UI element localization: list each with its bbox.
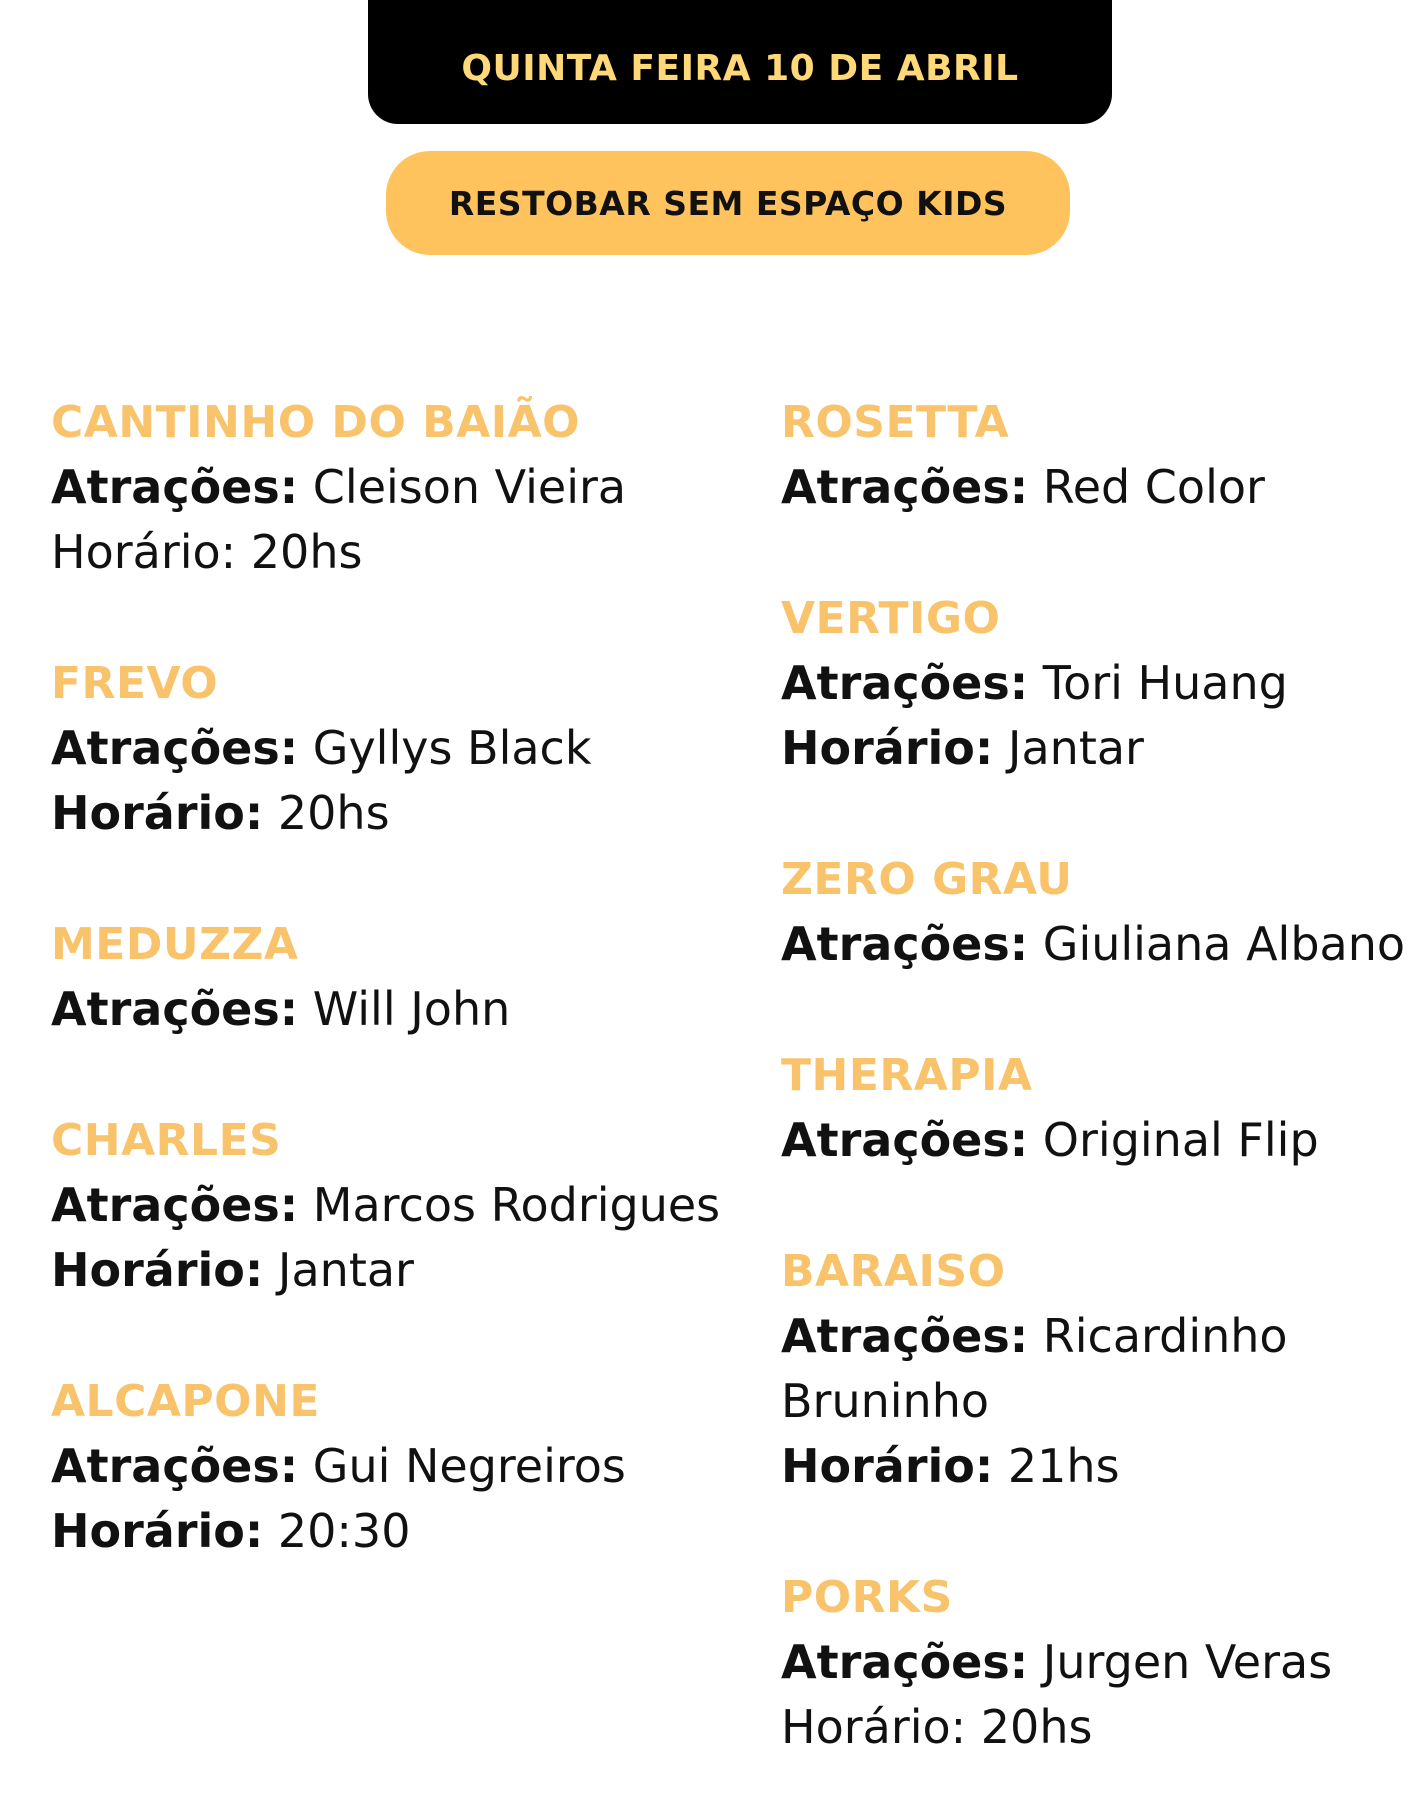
detail-label: Atrações:: [781, 656, 1029, 710]
detail-value: Gyllys Black: [298, 721, 592, 775]
detail-value: Red Color: [1028, 460, 1265, 514]
detail-label: Atrações:: [781, 1113, 1029, 1167]
venue-block: [781, 1043, 1401, 1173]
venue-block: [51, 912, 691, 1042]
detail-label: Atrações:: [781, 1635, 1029, 1689]
venue-detail-line: [51, 716, 691, 781]
detail-value: Ricardinho: [1028, 1309, 1288, 1363]
venue-block: [781, 1565, 1401, 1760]
venue-detail-line: [781, 1434, 1401, 1499]
detail-value: Tori Huang: [1028, 656, 1288, 710]
venue-name: THERAPIA: [781, 1050, 1033, 1101]
detail-value: Horário: 20hs: [781, 1700, 1093, 1754]
detail-value: Bruninho: [781, 1374, 990, 1428]
venue-block: [781, 586, 1401, 781]
detail-value: Horário: 20hs: [51, 525, 363, 579]
venue-block: [51, 1369, 691, 1564]
venue-detail-line: [51, 520, 691, 585]
venue-name: VERTIGO: [781, 593, 1001, 644]
detail-value: Gui Negreiros: [298, 1439, 626, 1493]
venue-name: ROSETTA: [781, 397, 1010, 448]
detail-value: Will John: [298, 982, 511, 1036]
venue-name: CANTINHO DO BAIÃO: [51, 397, 581, 448]
venue-block: [781, 1239, 1401, 1499]
left-venue-column: [51, 390, 721, 1564]
venue-block: [781, 847, 1406, 977]
venue-detail-line: [51, 977, 691, 1042]
detail-value: Cleison Vieira: [298, 460, 627, 514]
detail-label: Horário:: [781, 1439, 994, 1493]
detail-label: Atrações:: [51, 1439, 299, 1493]
venue-name: FREVO: [51, 658, 219, 709]
venue-detail-line: [781, 1369, 1401, 1434]
venue-name: ZERO GRAU: [781, 854, 1073, 905]
detail-value: 20hs: [263, 786, 390, 840]
venue-detail-line: [781, 455, 1401, 520]
detail-label: Atrações:: [781, 460, 1029, 514]
venue-detail-line: [781, 1304, 1401, 1369]
category-pill: [386, 151, 1070, 255]
detail-value: Jantar: [263, 1243, 414, 1297]
detail-value: Jurgen Veras: [1028, 1635, 1333, 1689]
venue-name: ALCAPONE: [51, 1376, 320, 1427]
venue-name: CHARLES: [51, 1115, 282, 1166]
venue-block: [781, 390, 1401, 520]
date-header: [368, 0, 1112, 124]
detail-label: Atrações:: [51, 460, 299, 514]
category-label: RESTOBAR SEM ESPAÇO KIDS: [448, 183, 1008, 223]
detail-label: Atrações:: [51, 1178, 299, 1232]
venue-detail-line: [51, 1499, 691, 1564]
detail-label: Horário:: [781, 721, 994, 775]
venue-detail-line: [51, 1434, 691, 1499]
venue-detail-line: [781, 716, 1401, 781]
detail-label: Atrações:: [51, 982, 299, 1036]
detail-value: 20:30: [263, 1504, 411, 1558]
detail-label: Atrações:: [781, 1309, 1029, 1363]
detail-value: Original Flip: [1028, 1113, 1319, 1167]
venue-detail-line: [781, 1108, 1401, 1173]
detail-label: Atrações:: [51, 721, 299, 775]
venue-detail-line: [51, 781, 691, 846]
detail-value: Marcos Rodrigues: [298, 1178, 721, 1232]
right-venue-column: [781, 390, 1406, 1760]
detail-label: Horário:: [51, 786, 264, 840]
venue-block: [51, 390, 691, 585]
venue-detail-line: [51, 455, 691, 520]
venue-block: [51, 1108, 721, 1303]
venue-name: PORKS: [781, 1572, 953, 1623]
venue-detail-line: [51, 1238, 691, 1303]
venue-detail-line: [781, 1695, 1401, 1760]
venue-detail-line: [781, 912, 1406, 977]
venue-block: [51, 651, 691, 846]
detail-value: 21hs: [993, 1439, 1120, 1493]
venue-detail-line: [781, 651, 1401, 716]
detail-label: Horário:: [51, 1504, 264, 1558]
venue-detail-line: [51, 1173, 721, 1238]
date-title: QUINTA FEIRA 10 DE ABRIL: [461, 47, 1019, 89]
detail-value: Jantar: [993, 721, 1144, 775]
detail-label: Horário:: [51, 1243, 264, 1297]
detail-value: Giuliana Albano: [1028, 917, 1406, 971]
venue-detail-line: [781, 1630, 1401, 1695]
venue-name: BARAISO: [781, 1246, 1006, 1297]
detail-label: Atrações:: [781, 917, 1029, 971]
venue-name: MEDUZZA: [51, 919, 299, 970]
